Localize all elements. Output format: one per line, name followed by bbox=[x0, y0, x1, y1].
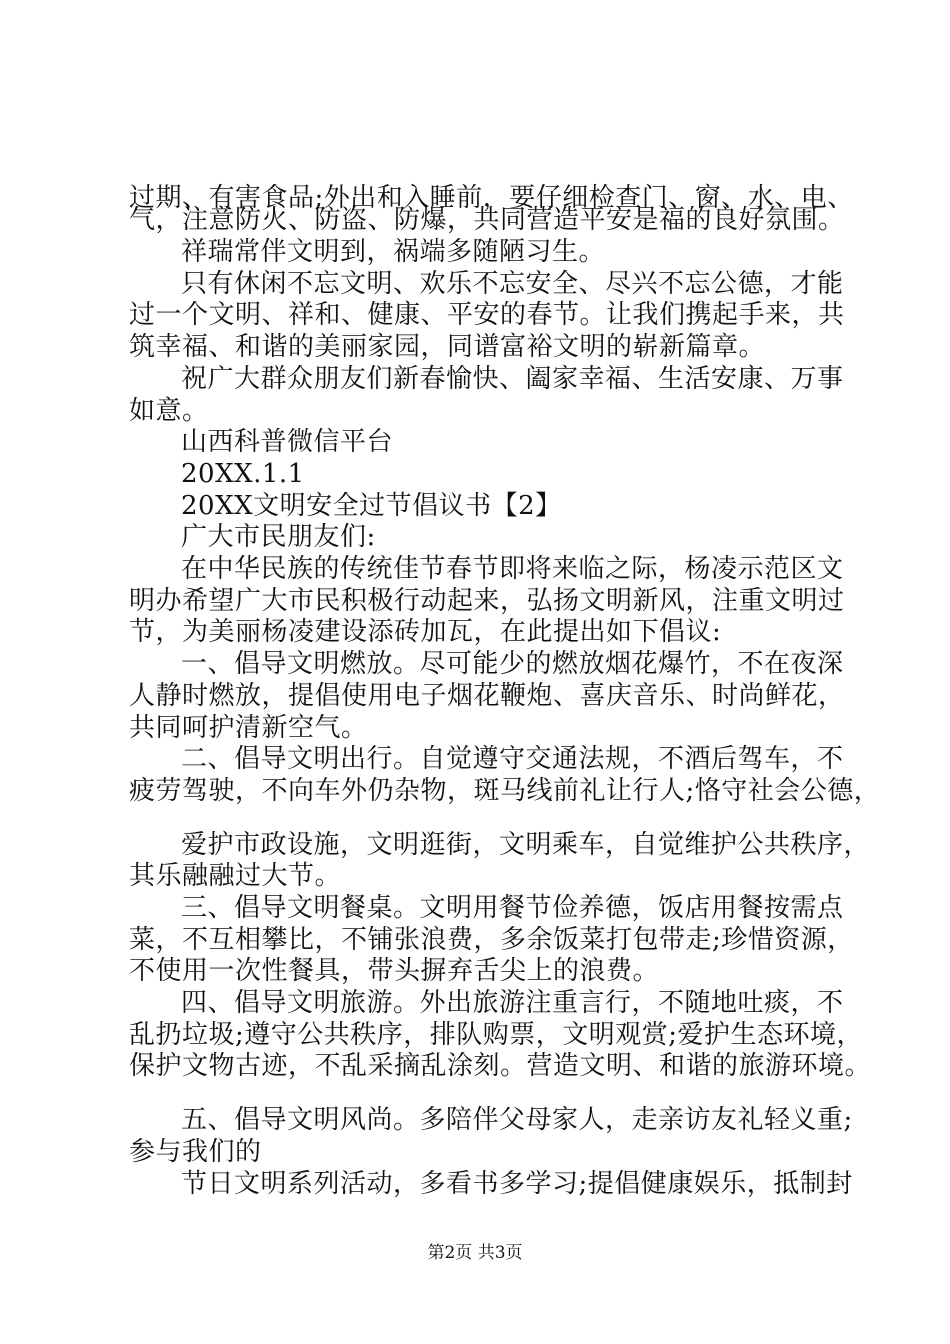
text-line: 祝广大群众朋友们新春愉快、阖家幸福、生活安康、万事 bbox=[181, 364, 844, 394]
section-heading: 20XX文明安全过节倡议书【2】 bbox=[181, 491, 562, 521]
page-number-footer: 第2页 共3页 bbox=[427, 1243, 523, 1263]
text-line: 不使用一次性餐具，带头摒弃舌尖上的浪费。 bbox=[129, 956, 660, 986]
text-line: 保护文物古迹，不乱采摘乱涂刻。营造文明、和谐的旅游环境。 bbox=[129, 1051, 872, 1081]
text-line: 一、倡导文明燃放。尽可能少的燃放烟花爆竹，不在夜深 bbox=[181, 649, 844, 679]
text-line: 参与我们的 bbox=[129, 1137, 262, 1167]
text-line: 爱护市政设施，文明逛街，文明乘车，自觉维护公共秩序， bbox=[181, 830, 871, 860]
text-line: 过期、有害食品;外出和入睡前，要仔细检查门、窗、水、电、 bbox=[129, 183, 854, 213]
text-line: 在中华民族的传统佳节春节即将来临之际，杨凌示范区文 bbox=[181, 554, 844, 584]
text-line: 节日文明系列活动，多看书多学习;提倡健康娱乐，抵制封 bbox=[181, 1169, 853, 1199]
text-line: 三、倡导文明餐桌。文明用餐节俭养德，饭店用餐按需点 bbox=[181, 893, 844, 923]
text-line: 共同呵护清新空气。 bbox=[129, 713, 368, 743]
text-line: 四、倡导文明旅游。外出旅游注重言行，不随地吐痰，不 bbox=[181, 988, 844, 1018]
text-line: 广大市民朋友们: bbox=[181, 522, 376, 552]
text-line: 祥瑞常伴文明到，祸端多随陋习生。 bbox=[181, 237, 606, 267]
text-line: 山西科普微信平台 bbox=[181, 427, 394, 457]
text-line: 五、倡导文明风尚。多陪伴父母家人，走亲访友礼轻义重; bbox=[181, 1105, 853, 1135]
text-line: 如意。 bbox=[129, 396, 209, 426]
text-line: 乱扔垃圾;遵守公共秩序，排队购票，文明观赏;爱护生态环境， bbox=[129, 1020, 864, 1050]
text-line: 菜，不互相攀比，不铺张浪费，多余饭菜打包带走;珍惜资源， bbox=[129, 925, 854, 955]
text-line: 过一个文明、祥和、健康、平安的春节。让我们携起手来，共 bbox=[129, 300, 845, 330]
text-line: 节，为美丽杨凌建设添砖加瓦，在此提出如下倡议: bbox=[129, 617, 722, 647]
text-line: 明办希望广大市民积极行动起来，弘扬文明新风，注重文明过 bbox=[129, 586, 845, 616]
text-line: 20XX.1.1 bbox=[181, 459, 305, 489]
text-line: 其乐融融过大节。 bbox=[129, 861, 342, 891]
text-line: 人静时燃放，提倡使用电子烟花鞭炮、喜庆音乐、时尚鲜花， bbox=[129, 681, 845, 711]
text-line: 二、倡导文明出行。自觉遵守交通法规，不酒后驾车，不 bbox=[181, 744, 844, 774]
text-line: 只有休闲不忘文明、欢乐不忘安全、尽兴不忘公德，才能 bbox=[181, 269, 844, 299]
text-line: 筑幸福、和谐的美丽家园，同谱富裕文明的崭新篇章。 bbox=[129, 332, 766, 362]
text-line: 疲劳驾驶，不向车外仍杂物，斑马线前礼让行人;恪守社会公德， bbox=[129, 776, 881, 806]
text-line: 气，注意防火、防盗、防爆，共同营造平安是福的良好氛围。 bbox=[129, 205, 845, 235]
